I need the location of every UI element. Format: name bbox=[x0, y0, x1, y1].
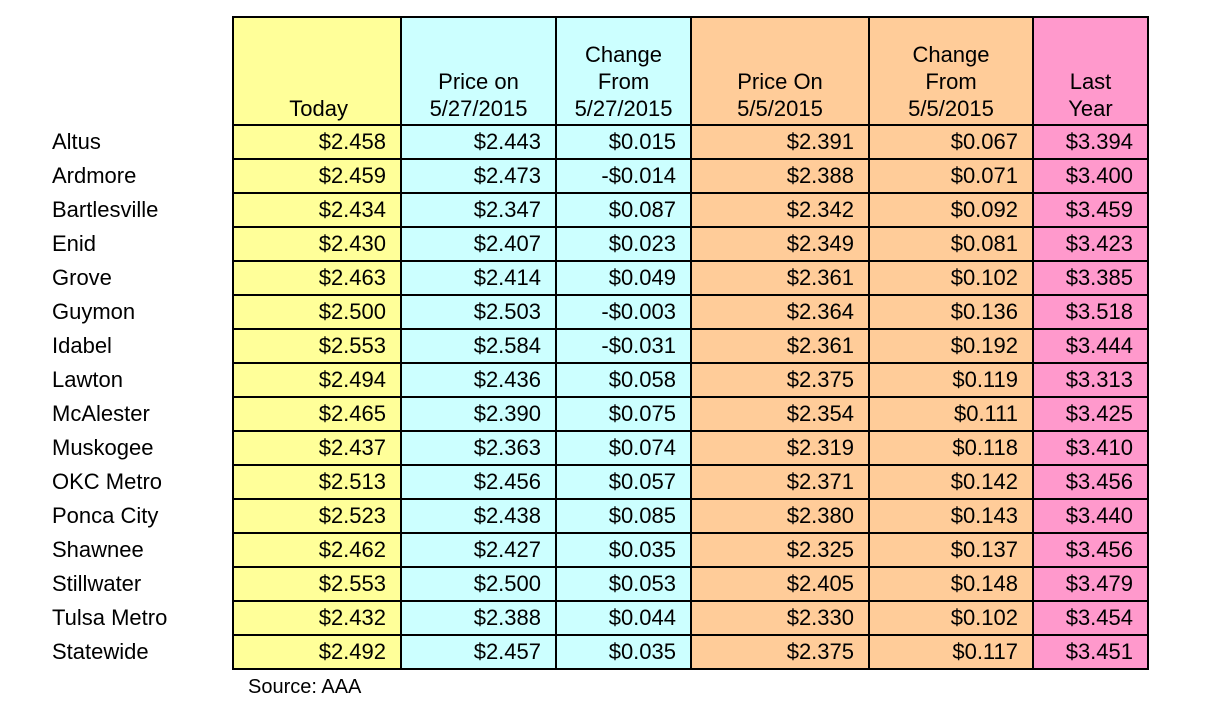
city-label: Grove bbox=[52, 265, 112, 290]
city-label: Shawnee bbox=[52, 537, 144, 562]
city-label: Lawton bbox=[52, 367, 123, 392]
cell-last-year: $3.394 bbox=[1033, 125, 1148, 159]
table-row bbox=[40, 261, 1148, 295]
cell-change-5-5: $0.148 bbox=[869, 567, 1033, 601]
cell-price-5-5: $2.319 bbox=[691, 431, 869, 465]
table-row bbox=[40, 363, 1148, 397]
cell-price-5-27: $2.438 bbox=[401, 499, 556, 533]
cell-change-5-5: $0.137 bbox=[869, 533, 1033, 567]
city-label: Statewide bbox=[52, 639, 149, 664]
cell-price-5-27: $2.584 bbox=[401, 329, 556, 363]
city-label: Muskogee bbox=[52, 435, 154, 460]
column-header-price-5-27 bbox=[401, 17, 556, 125]
cell-today: $2.553 bbox=[233, 567, 401, 601]
column-header-today bbox=[233, 17, 401, 125]
column-header-price-5-5 bbox=[691, 17, 869, 125]
cell-price-5-5: $2.380 bbox=[691, 499, 869, 533]
cell-change-5-27: $0.074 bbox=[556, 431, 691, 465]
column-header-line: 5/5/2015 bbox=[737, 96, 823, 121]
cell-change-5-27: $0.053 bbox=[556, 567, 691, 601]
cell-last-year: $3.425 bbox=[1033, 397, 1148, 431]
cell-change-5-5: $0.119 bbox=[869, 363, 1033, 397]
cell-price-5-27: $2.457 bbox=[401, 635, 556, 669]
cell-today: $2.494 bbox=[233, 363, 401, 397]
column-header-change-5-27 bbox=[556, 17, 691, 125]
cell-last-year: $3.456 bbox=[1033, 533, 1148, 567]
cell-today: $2.465 bbox=[233, 397, 401, 431]
cell-change-5-5: $0.111 bbox=[869, 397, 1033, 431]
cell-price-5-5: $2.325 bbox=[691, 533, 869, 567]
cell-last-year: $3.440 bbox=[1033, 499, 1148, 533]
cell-price-5-27: $2.407 bbox=[401, 227, 556, 261]
cell-last-year: $3.423 bbox=[1033, 227, 1148, 261]
cell-price-5-5: $2.349 bbox=[691, 227, 869, 261]
column-header-line: Price on bbox=[438, 69, 519, 94]
city-label: OKC Metro bbox=[52, 469, 163, 494]
city-label: Stillwater bbox=[52, 571, 142, 596]
cell-change-5-5: $0.142 bbox=[869, 465, 1033, 499]
cell-price-5-27: $2.414 bbox=[401, 261, 556, 295]
cell-last-year: $3.410 bbox=[1033, 431, 1148, 465]
column-header-line: From bbox=[925, 69, 977, 94]
cell-change-5-5: $0.071 bbox=[869, 159, 1033, 193]
cell-change-5-5: $0.118 bbox=[869, 431, 1033, 465]
cell-today: $2.432 bbox=[233, 601, 401, 635]
cell-change-5-5: $0.143 bbox=[869, 499, 1033, 533]
cell-change-5-27: -$0.031 bbox=[556, 329, 691, 363]
cell-last-year: $3.444 bbox=[1033, 329, 1148, 363]
column-header-line: 5/27/2015 bbox=[574, 96, 673, 121]
header-blank-cell bbox=[40, 17, 233, 125]
cell-change-5-5: $0.102 bbox=[869, 261, 1033, 295]
cell-price-5-5: $2.330 bbox=[691, 601, 869, 635]
cell-change-5-5: $0.117 bbox=[869, 635, 1033, 669]
column-header-change-5-5 bbox=[869, 17, 1033, 125]
column-header-line: Change bbox=[912, 42, 990, 67]
table-row bbox=[40, 601, 1148, 635]
cell-price-5-5: $2.354 bbox=[691, 397, 869, 431]
cell-price-5-5: $2.361 bbox=[691, 261, 869, 295]
cell-price-5-27: $2.363 bbox=[401, 431, 556, 465]
cell-price-5-5: $2.361 bbox=[691, 329, 869, 363]
cell-today: $2.553 bbox=[233, 329, 401, 363]
cell-last-year: $3.385 bbox=[1033, 261, 1148, 295]
cell-change-5-27: $0.087 bbox=[556, 193, 691, 227]
city-label: Altus bbox=[52, 129, 101, 154]
cell-price-5-27: $2.436 bbox=[401, 363, 556, 397]
cell-today: $2.492 bbox=[233, 635, 401, 669]
cell-today: $2.434 bbox=[233, 193, 401, 227]
cell-change-5-5: $0.067 bbox=[869, 125, 1033, 159]
table-row bbox=[40, 295, 1148, 329]
cell-price-5-5: $2.391 bbox=[691, 125, 869, 159]
cell-price-5-27: $2.473 bbox=[401, 159, 556, 193]
cell-change-5-5: $0.136 bbox=[869, 295, 1033, 329]
table-row bbox=[40, 499, 1148, 533]
column-header-line: Last bbox=[1069, 69, 1112, 94]
cell-today: $2.430 bbox=[233, 227, 401, 261]
cell-today: $2.459 bbox=[233, 159, 401, 193]
cell-change-5-27: $0.035 bbox=[556, 635, 691, 669]
cell-change-5-27: $0.058 bbox=[556, 363, 691, 397]
cell-today: $2.462 bbox=[233, 533, 401, 567]
table-row bbox=[40, 159, 1148, 193]
cell-last-year: $3.456 bbox=[1033, 465, 1148, 499]
column-header-line: 5/27/2015 bbox=[429, 96, 528, 121]
cell-change-5-5: $0.192 bbox=[869, 329, 1033, 363]
cell-price-5-27: $2.500 bbox=[401, 567, 556, 601]
city-label: McAlester bbox=[52, 401, 150, 426]
city-label: Bartlesville bbox=[52, 197, 159, 222]
table-row bbox=[40, 125, 1148, 159]
cell-today: $2.458 bbox=[233, 125, 401, 159]
cell-change-5-27: $0.023 bbox=[556, 227, 691, 261]
cell-last-year: $3.451 bbox=[1033, 635, 1148, 669]
city-label: Enid bbox=[52, 231, 97, 256]
column-header-line: From bbox=[597, 69, 650, 94]
cell-price-5-27: $2.456 bbox=[401, 465, 556, 499]
city-label: Idabel bbox=[52, 333, 112, 358]
cell-last-year: $3.454 bbox=[1033, 601, 1148, 635]
city-label: Tulsa Metro bbox=[52, 605, 168, 630]
cell-today: $2.463 bbox=[233, 261, 401, 295]
column-header-line: Year bbox=[1068, 96, 1113, 121]
city-label: Guymon bbox=[52, 299, 136, 324]
cell-price-5-5: $2.375 bbox=[691, 363, 869, 397]
cell-change-5-27: $0.085 bbox=[556, 499, 691, 533]
cell-today: $2.523 bbox=[233, 499, 401, 533]
cell-last-year: $3.313 bbox=[1033, 363, 1148, 397]
table-row bbox=[40, 227, 1148, 261]
cell-price-5-27: $2.347 bbox=[401, 193, 556, 227]
column-header-line: Change bbox=[584, 42, 663, 67]
column-header-line: 5/5/2015 bbox=[908, 96, 994, 121]
cell-change-5-27: $0.044 bbox=[556, 601, 691, 635]
cell-price-5-27: $2.443 bbox=[401, 125, 556, 159]
table-row bbox=[40, 329, 1148, 363]
column-header-line: Today bbox=[289, 96, 348, 121]
cell-change-5-27: -$0.003 bbox=[556, 295, 691, 329]
cell-last-year: $3.518 bbox=[1033, 295, 1148, 329]
source-note: Source: AAA bbox=[248, 676, 362, 698]
cell-last-year: $3.459 bbox=[1033, 193, 1148, 227]
table-row bbox=[40, 465, 1148, 499]
table-row bbox=[40, 431, 1148, 465]
cell-price-5-27: $2.388 bbox=[401, 601, 556, 635]
cell-price-5-5: $2.364 bbox=[691, 295, 869, 329]
cell-change-5-5: $0.081 bbox=[869, 227, 1033, 261]
city-label: Ardmore bbox=[52, 163, 137, 188]
cell-today: $2.500 bbox=[233, 295, 401, 329]
cell-last-year: $3.479 bbox=[1033, 567, 1148, 601]
column-header-line: Price On bbox=[737, 69, 823, 94]
cell-change-5-27: -$0.014 bbox=[556, 159, 691, 193]
table-row bbox=[40, 193, 1148, 227]
cell-price-5-27: $2.503 bbox=[401, 295, 556, 329]
table-row bbox=[40, 533, 1148, 567]
cell-change-5-27: $0.075 bbox=[556, 397, 691, 431]
table-row bbox=[40, 397, 1148, 431]
header-row bbox=[40, 17, 1148, 125]
cell-last-year: $3.400 bbox=[1033, 159, 1148, 193]
cell-price-5-5: $2.342 bbox=[691, 193, 869, 227]
table-row bbox=[40, 635, 1148, 669]
cell-today: $2.513 bbox=[233, 465, 401, 499]
cell-change-5-27: $0.049 bbox=[556, 261, 691, 295]
gas-price-table bbox=[40, 16, 1149, 670]
table-body bbox=[40, 125, 1148, 669]
gas-price-table-container bbox=[40, 16, 1149, 670]
cell-price-5-5: $2.388 bbox=[691, 159, 869, 193]
cell-today: $2.437 bbox=[233, 431, 401, 465]
cell-change-5-27: $0.035 bbox=[556, 533, 691, 567]
table-row bbox=[40, 567, 1148, 601]
cell-change-5-5: $0.092 bbox=[869, 193, 1033, 227]
city-label: Ponca City bbox=[52, 503, 159, 528]
cell-price-5-5: $2.371 bbox=[691, 465, 869, 499]
cell-price-5-5: $2.375 bbox=[691, 635, 869, 669]
cell-change-5-27: $0.057 bbox=[556, 465, 691, 499]
cell-change-5-27: $0.015 bbox=[556, 125, 691, 159]
cell-change-5-5: $0.102 bbox=[869, 601, 1033, 635]
cell-price-5-27: $2.427 bbox=[401, 533, 556, 567]
cell-price-5-5: $2.405 bbox=[691, 567, 869, 601]
cell-price-5-27: $2.390 bbox=[401, 397, 556, 431]
column-header-last-year bbox=[1033, 17, 1148, 125]
